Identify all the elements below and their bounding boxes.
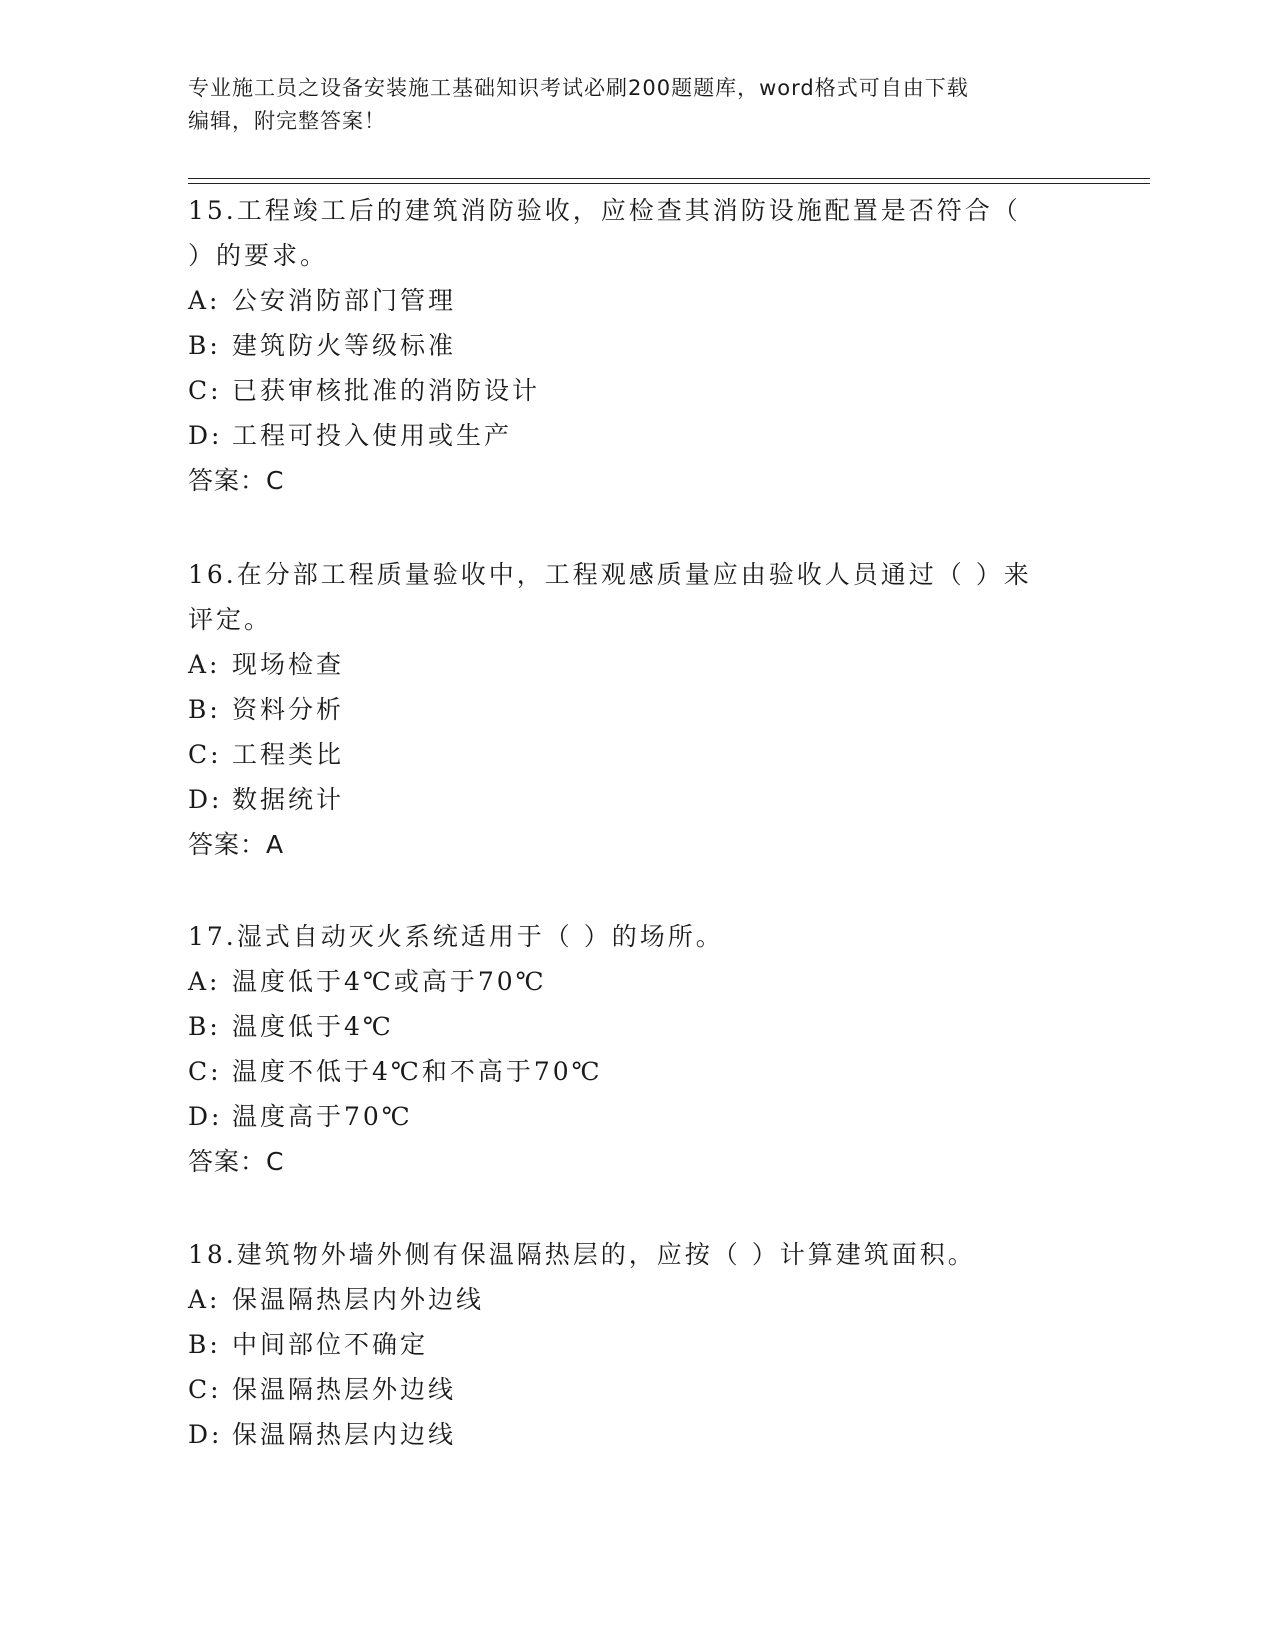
option-text: 保温隔热层内外边线	[232, 1285, 485, 1314]
option-c	[188, 1367, 1068, 1412]
option-key: B:	[188, 1012, 221, 1041]
header-divider-bottom	[188, 183, 1150, 184]
question-stem: 18.建筑物外墙外侧有保温隔热层的，应按（ ）计算建筑面积。	[188, 1240, 976, 1269]
option-d	[188, 777, 1068, 822]
question-16	[188, 552, 1068, 867]
answer: 答案：C	[188, 466, 285, 495]
option-d	[188, 1412, 1068, 1457]
option-text: 温度低于4℃	[232, 1012, 394, 1041]
option-d	[188, 413, 1068, 458]
option-text: 资料分析	[232, 695, 345, 724]
option-c	[188, 1049, 1068, 1094]
option-a	[188, 1277, 1068, 1322]
option-text: 温度高于70℃	[232, 1102, 413, 1131]
option-text: 已获审核批准的消防设计	[232, 376, 541, 405]
option-d	[188, 1094, 1068, 1139]
option-key: C:	[188, 1375, 222, 1404]
option-text: 建筑防火等级标准	[232, 331, 457, 360]
option-key: A:	[188, 1285, 221, 1314]
option-text: 公安消防部门管理	[232, 286, 457, 315]
header-line-2: 编辑，附完整答案！	[188, 109, 386, 133]
option-key: D:	[188, 1420, 223, 1449]
document-header	[188, 72, 1088, 138]
option-key: A:	[188, 286, 221, 315]
header-line-1: 专业施工员之设备安装施工基础知识考试必刷200题题库，word格式可自由下载	[188, 76, 969, 100]
option-c	[188, 732, 1068, 777]
option-b	[188, 1322, 1068, 1367]
answer: 答案：A	[188, 830, 285, 859]
question-18	[188, 1232, 1068, 1457]
option-text: 保温隔热层外边线	[232, 1375, 457, 1404]
question-stem-continued: ）的要求。	[188, 241, 329, 270]
option-b	[188, 687, 1068, 732]
option-text: 温度不低于4℃和不高于70℃	[232, 1057, 603, 1086]
option-key: D:	[188, 1102, 223, 1131]
option-a	[188, 278, 1068, 323]
option-key: B:	[188, 695, 221, 724]
header-divider-top	[188, 178, 1150, 179]
option-b	[188, 1004, 1068, 1049]
option-key: B:	[188, 1330, 221, 1359]
option-key: C:	[188, 376, 222, 405]
option-a	[188, 642, 1068, 687]
option-text: 保温隔热层内边线	[232, 1420, 457, 1449]
option-key: A:	[188, 650, 221, 679]
question-17	[188, 914, 1068, 1184]
option-key: C:	[188, 1057, 222, 1086]
question-stem: 17.湿式自动灭火系统适用于（ ）的场所。	[188, 922, 724, 951]
option-c	[188, 368, 1068, 413]
option-text: 数据统计	[232, 785, 345, 814]
option-text: 温度低于4℃或高于70℃	[232, 967, 547, 996]
option-b	[188, 323, 1068, 368]
option-key: D:	[188, 421, 223, 450]
option-key: B:	[188, 331, 221, 360]
option-key: A:	[188, 967, 221, 996]
option-a	[188, 959, 1068, 1004]
answer: 答案：C	[188, 1147, 285, 1176]
question-stem-continued: 评定。	[188, 605, 273, 634]
question-stem: 15.工程竣工后的建筑消防验收，应检查其消防设施配置是否符合（	[188, 196, 1021, 225]
option-text: 工程可投入使用或生产	[232, 421, 513, 450]
option-text: 现场检查	[232, 650, 345, 679]
option-key: C:	[188, 740, 222, 769]
option-key: D:	[188, 785, 223, 814]
question-15	[188, 188, 1068, 503]
option-text: 工程类比	[232, 740, 345, 769]
question-stem: 16.在分部工程质量验收中，工程观感质量应由验收人员通过（ ）来	[188, 560, 1032, 589]
option-text: 中间部位不确定	[232, 1330, 429, 1359]
